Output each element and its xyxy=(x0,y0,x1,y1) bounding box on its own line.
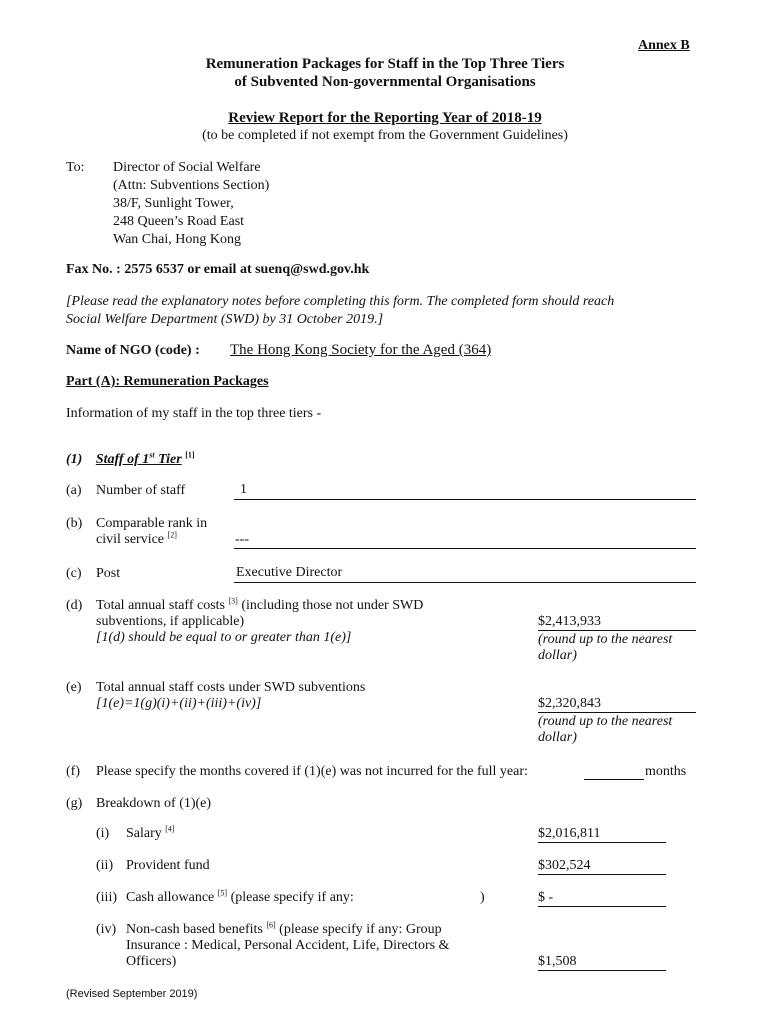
section-1-heading xyxy=(66,452,195,468)
breakdown-iv-label-1: Non-cash based benefits [6] (please specify if any: Group xyxy=(126,920,442,937)
item-d-value: $2,413,933 xyxy=(538,614,601,629)
breakdown-iv-label-3: Officers) xyxy=(126,954,177,969)
item-b-label-1: Comparable rank in xyxy=(96,516,208,531)
breakdown-ii-underline xyxy=(538,874,666,875)
item-f-months-blank xyxy=(584,779,644,780)
item-d-underline xyxy=(538,630,696,631)
breakdown-i-underline xyxy=(538,842,666,843)
intro-text: Information of my staff in the top three tiers - xyxy=(66,406,322,421)
breakdown-iv-label-2: Insurance : Medical, Personal Accident, Life, Directors & xyxy=(126,938,450,953)
breakdown-i-roman: (i) xyxy=(96,826,110,841)
section-1-note-ref: [1] xyxy=(185,450,195,460)
fax-line: Fax No. : 2575 6537 or email at suenq@swd.gov.hk xyxy=(66,262,370,277)
address-line-4: 248 Queen’s Road East xyxy=(113,214,245,229)
item-e-round-note-1: (round up to the nearest xyxy=(538,714,673,729)
item-e-label-2: [1(e)=1(g)(i)+(ii)+(iii)+(iv)] xyxy=(96,696,262,711)
item-d-round-note-2: dollar) xyxy=(538,648,577,663)
annex-label: Annex B xyxy=(638,38,690,53)
breakdown-iv-roman: (iv) xyxy=(96,922,117,937)
item-e-round-note-2: dollar) xyxy=(538,730,577,745)
item-f-unit: months xyxy=(645,764,687,779)
breakdown-i-value: $2,016,811 xyxy=(538,826,601,841)
item-c-letter: (c) xyxy=(66,566,82,581)
address-line-1: Director of Social Welfare xyxy=(113,160,261,175)
item-f-letter: (f) xyxy=(66,764,80,779)
revision-footer: (Revised September 2019) xyxy=(66,988,198,1000)
item-d-label-2: subventions, if applicable) xyxy=(96,614,245,629)
breakdown-i-label: Salary [4] xyxy=(126,824,175,841)
breakdown-iii-close-paren: ) xyxy=(480,890,485,905)
breakdown-iii-label: Cash allowance [5] (please specify if any: xyxy=(126,888,354,905)
item-a-label: Number of staff xyxy=(96,483,186,498)
item-c-underline xyxy=(234,582,696,583)
breakdown-ii-label: Provident fund xyxy=(126,858,210,873)
item-e-letter: (e) xyxy=(66,680,82,695)
item-a-letter: (a) xyxy=(66,483,82,498)
address-line-2: (Attn: Subventions Section) xyxy=(113,178,270,193)
notice-line-2: Social Welfare Department (SWD) by 31 October 2019.] xyxy=(66,312,384,327)
breakdown-ii-roman: (ii) xyxy=(96,858,114,873)
item-a-underline xyxy=(234,499,696,500)
part-a-heading: Part (A): Remuneration Packages xyxy=(66,374,269,389)
breakdown-iii-roman: (iii) xyxy=(96,890,117,905)
item-d-label-1: Total annual staff costs [3] (including those not under SWD xyxy=(96,596,424,613)
address-line-3: 38/F, Sunlight Tower, xyxy=(113,196,234,211)
breakdown-iii-underline xyxy=(538,906,666,907)
ngo-label: Name of NGO (code) : xyxy=(66,343,200,358)
to-label: To: xyxy=(66,160,85,175)
item-e-value: $2,320,843 xyxy=(538,696,601,711)
item-e-underline xyxy=(538,712,696,713)
section-1-number: (1) xyxy=(66,452,83,467)
item-g-label: Breakdown of (1)(e) xyxy=(96,796,212,811)
report-subtitle: (to be completed if not exempt from the Government Guidelines) xyxy=(202,128,568,143)
item-b-label-2: civil service [2] xyxy=(96,530,177,547)
item-b-letter: (b) xyxy=(66,516,83,531)
item-b-value: --- xyxy=(235,532,249,547)
item-g-letter: (g) xyxy=(66,796,83,811)
section-1-title: Staff of 1st Tier xyxy=(95,450,182,467)
breakdown-iii-value: $ - xyxy=(538,890,554,905)
item-e-label-1: Total annual staff costs under SWD subventions xyxy=(96,680,366,695)
item-c-label: Post xyxy=(96,566,121,581)
address-line-5: Wan Chai, Hong Kong xyxy=(113,232,241,247)
breakdown-ii-value: $302,524 xyxy=(538,858,591,873)
notice-line-1: [Please read the explanatory notes before completing this form. The completed form should reach xyxy=(66,294,615,309)
title-line-1: Remuneration Packages for Staff in the Top Three Tiers xyxy=(205,56,565,72)
item-d-label-3: [1(d) should be equal to or greater than 1(e)] xyxy=(96,630,352,645)
item-b-underline xyxy=(234,548,696,549)
item-a-value: 1 xyxy=(240,482,247,497)
ngo-value: The Hong Kong Society for the Aged (364) xyxy=(230,342,492,358)
item-d-letter: (d) xyxy=(66,598,83,613)
item-c-value: Executive Director xyxy=(236,565,343,580)
item-d-round-note-1: (round up to the nearest xyxy=(538,632,673,647)
title-line-2: of Subvented Non-governmental Organisations xyxy=(234,74,536,90)
breakdown-iv-underline xyxy=(538,970,666,971)
item-f-label: Please specify the months covered if (1)(e) was not incurred for the full year: xyxy=(96,764,528,779)
report-title: Review Report for the Reporting Year of 2018-19 xyxy=(228,110,542,126)
breakdown-iv-value: $1,508 xyxy=(538,954,577,969)
